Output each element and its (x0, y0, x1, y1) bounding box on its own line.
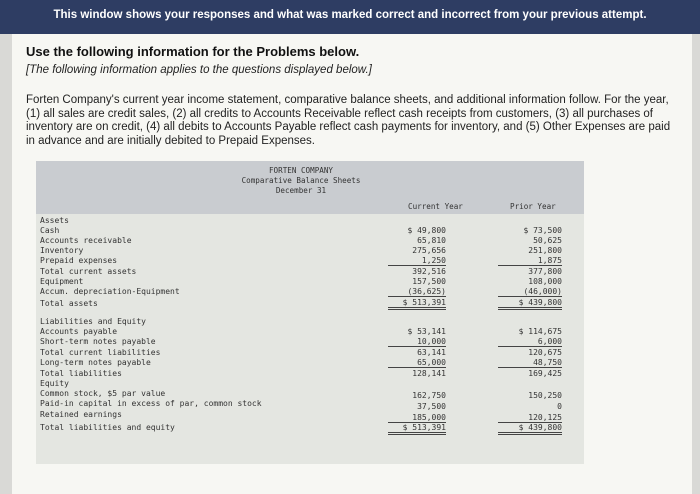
row-label-equity: Equity (40, 379, 69, 388)
accum-depreciation-prior: (46,000) (498, 287, 562, 297)
accounts-receivable-prior: 50,625 (533, 236, 562, 245)
total-liabilities-and-equity-current: $ 513,391 (388, 423, 446, 435)
row-label-equipment: Equipment (40, 277, 84, 286)
row-label-accum-depreciation: Accum. depreciation-Equipment (40, 287, 180, 296)
problem-paragraph: Forten Company's current year income statement, comparative balance sheets, and additional information follow. For the year, (1) all sales are credit sales, (2) all credits to Accounts Receivable reflect cash receipts from customers, (3) all purchases of inventory are on credit, (4) all debits to Accounts Payable reflect cash payments for inventory, and (5) Other Expenses are paid in advance and are initially debited to Prepaid Expenses. (26, 94, 671, 147)
problem-heading: Use the following information for the Problems below. (26, 44, 360, 59)
row-label-liabilities-and-equity: Liabilities and Equity (40, 317, 146, 326)
short-term-notes-current: 10,000 (388, 337, 446, 347)
long-term-notes-prior: 48,750 (498, 358, 562, 368)
accounts-payable-current: $ 53,141 (407, 327, 446, 336)
retained-earnings-prior: 120,125 (498, 413, 562, 423)
total-liabilities-prior: 169,425 (528, 369, 562, 378)
total-liabilities-current: 128,141 (412, 369, 446, 378)
total-current-assets-prior: 377,800 (528, 267, 562, 276)
equipment-prior: 108,000 (528, 277, 562, 286)
long-term-notes-current: 65,000 (388, 358, 446, 368)
row-label-total-liabilities-and-equity: Total liabilities and equity (40, 423, 175, 432)
row-label-accounts-receivable: Accounts receivable (40, 236, 132, 245)
statement-title: Comparative Balance Sheets (241, 176, 361, 185)
accum-depreciation-current: (36,625) (388, 287, 446, 297)
balance-sheet-table (36, 161, 584, 464)
row-label-retained-earnings: Retained earnings (40, 410, 122, 419)
accounts-payable-prior: $ 114,675 (518, 327, 562, 336)
statement-date: December 31 (275, 186, 327, 195)
row-label-paid-in-capital: Paid-in capital in excess of par, common stock (40, 399, 262, 408)
retained-earnings-current: 185,000 (388, 413, 446, 423)
prepaid-expenses-prior: 1,875 (498, 256, 562, 266)
paid-in-capital-prior: 0 (557, 402, 562, 411)
attempt-banner: This window shows your responses and what was marked correct and incorrect from your previous attempt. (0, 0, 700, 34)
equipment-current: 157,500 (412, 277, 446, 286)
cash-prior: $ 73,500 (523, 226, 562, 235)
total-current-liabilities-current: 63,141 (417, 348, 446, 357)
column-header-current: Current Year (408, 202, 463, 211)
total-liabilities-and-equity-prior: $ 439,800 (498, 423, 562, 435)
problem-subhead: [The following information applies to the questions displayed below.] (26, 64, 372, 76)
row-label-prepaid-expenses: Prepaid expenses (40, 256, 118, 265)
paid-in-capital-current: 37,500 (417, 402, 446, 411)
row-label-assets: Assets (40, 216, 69, 225)
row-label-total-assets: Total assets (40, 299, 98, 308)
row-label-total-liabilities: Total liabilities (40, 369, 122, 378)
prepaid-expenses-current: 1,250 (388, 256, 446, 266)
row-label-total-current-assets: Total current assets (40, 267, 137, 276)
total-assets-current: $ 513,391 (388, 298, 446, 310)
row-label-short-term-notes: Short-term notes payable (40, 337, 156, 346)
inventory-prior: 251,800 (528, 246, 562, 255)
row-label-long-term-notes: Long-term notes payable (40, 358, 151, 367)
problem-card (12, 34, 692, 494)
total-assets-prior: $ 439,800 (498, 298, 562, 310)
row-label-inventory: Inventory (40, 246, 84, 255)
column-header-prior: Prior Year (510, 202, 556, 211)
common-stock-current: 162,750 (412, 391, 446, 400)
common-stock-prior: 150,250 (528, 391, 562, 400)
total-current-assets-current: 392,516 (412, 267, 446, 276)
inventory-current: 275,656 (412, 246, 446, 255)
company-name: FORTEN COMPANY (268, 166, 333, 175)
short-term-notes-prior: 6,000 (498, 337, 562, 347)
accounts-receivable-current: 65,810 (417, 236, 446, 245)
row-label-common-stock: Common stock, $5 par value (40, 389, 166, 398)
row-label-accounts-payable: Accounts payable (40, 327, 118, 336)
total-current-liabilities-prior: 120,675 (528, 348, 562, 357)
cash-current: $ 49,800 (407, 226, 446, 235)
row-label-total-current-liabilities: Total current liabilities (40, 348, 161, 357)
row-label-cash: Cash (40, 226, 60, 235)
